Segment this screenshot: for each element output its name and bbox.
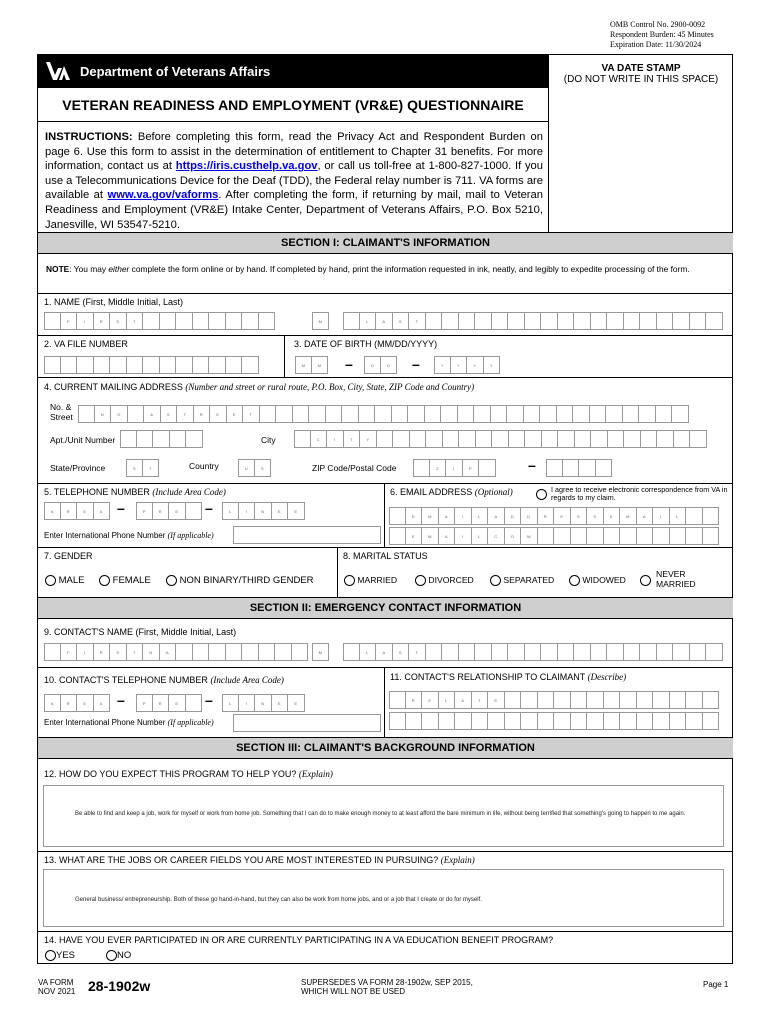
vaforms-link[interactable]: www.va.gov/vaforms: [107, 189, 219, 202]
email-label: [390, 487, 513, 497]
marital-never-radio[interactable]: [640, 575, 651, 586]
contact-phone-label-text: 10. CONTACT'S TELEPHONE NUMBER: [44, 675, 208, 685]
dash-icon: –: [117, 692, 125, 708]
va-file-field[interactable]: [44, 356, 259, 374]
city-label: City: [261, 435, 276, 445]
zip-ext-field[interactable]: [546, 459, 612, 477]
instructions-text-1: Before completing this form, read the Privacy Act and Respondent Burden on page 6. Use this form to assist in the determination of entitlement to Chapter 31 benefits. For more information, contact us at: [45, 131, 543, 173]
relationship-hint: (Describe): [587, 672, 627, 682]
contact-intl-label: [44, 718, 214, 727]
marital-separated-option[interactable]: [490, 575, 554, 586]
footer-supersedes-1: SUPERSEDES VA FORM 28-1902w, SEP 2015,: [301, 978, 473, 987]
radio-icon[interactable]: [45, 950, 56, 961]
email-consent-radio[interactable]: [536, 489, 547, 500]
omb-control: OMB Control No. 2900-0092: [610, 20, 706, 29]
divider: [384, 483, 385, 547]
address-hint: (Number and street or rural route, P.O. Box, City, State, ZIP Code and Country): [185, 382, 475, 392]
q13-answer-text: General business/ entrepreneurship. Both of these go hand-in-hand, but they can also be work from home jobs, and or a job that I create or do for myself.: [75, 897, 482, 903]
q14-no-label: NO: [117, 950, 132, 962]
email-field-row-1[interactable]: E M A I L A D D R E S S E M A I L: [389, 507, 719, 525]
divider: [38, 335, 733, 336]
middle-initial-field[interactable]: M: [312, 312, 329, 330]
country-field[interactable]: U S: [238, 459, 271, 477]
phone-label-text: 5. TELEPHONE NUMBER: [44, 487, 150, 497]
note-either: either: [108, 264, 130, 274]
note-text-b: complete the form online or by hand. If completed by hand, print the information requested in ink, neatly, and legibly to expedite processing of the form.: [129, 264, 690, 274]
relationship-field-row-1[interactable]: R E L A T E: [389, 691, 719, 709]
marital-never-label: NEVER MARRIED: [656, 569, 696, 589]
gender-male-option[interactable]: [45, 575, 85, 586]
relationship-field-row-2[interactable]: [389, 712, 719, 730]
instructions: [45, 130, 543, 232]
radio-icon[interactable]: [415, 575, 426, 586]
state-field[interactable]: S T: [126, 459, 159, 477]
q14-label: 14. HAVE YOU EVER PARTICIPATED IN OR ARE CURRENTLY PARTICIPATING IN A VA EDUCATION BENEFIT PROGRAM?: [44, 935, 554, 945]
dash-icon: –: [117, 500, 125, 516]
marital-married-label: MARRIED: [357, 575, 398, 585]
radio-icon[interactable]: [490, 575, 501, 586]
apt-label: Apt./Unit Number: [50, 435, 116, 445]
first-name-field[interactable]: F I R S T: [44, 312, 275, 330]
dob-day-field[interactable]: D D: [364, 356, 397, 374]
phone-label: [44, 487, 226, 497]
street-field[interactable]: N O & S T R E E T: [78, 405, 689, 423]
contact-last-name-field[interactable]: L A S T: [343, 643, 723, 661]
marital-divorced-option[interactable]: [415, 575, 474, 586]
radio-icon[interactable]: [45, 575, 56, 586]
dob-month-field[interactable]: M M: [295, 356, 328, 374]
iris-link[interactable]: https://iris.custhelp.va.gov: [175, 160, 318, 173]
q14-yes-option[interactable]: [45, 950, 75, 961]
marital-widowed-label: WIDOWED: [582, 575, 626, 585]
va-logo-icon: [44, 60, 72, 82]
email-label-text: 6. EMAIL ADDRESS: [390, 487, 473, 497]
stamp-note: (DO NOT WRITE IN THIS SPACE): [563, 74, 719, 85]
footer-supersedes: [301, 978, 473, 996]
city-field[interactable]: C I T Y: [294, 430, 707, 448]
contact-phone-area-field[interactable]: A R E A: [44, 694, 110, 712]
footer-form-number: 28-1902w: [88, 978, 151, 994]
divider: [38, 547, 733, 548]
dash-icon: –: [528, 457, 536, 473]
date-stamp-area: [548, 55, 733, 235]
contact-phone-hint: (Include Area Code): [210, 675, 284, 685]
divider: [38, 931, 733, 932]
q13-text: 13. WHAT ARE THE JOBS OR CAREER FIELDS YOU ARE MOST INTERESTED IN PURSUING?: [44, 855, 439, 865]
instructions-text-2: , or call us toll-free at 1-800-827-1000. If you use a Telecommunications Device for the Deaf (TDD), the Federal relay number is 711. VA forms are available at: [45, 160, 543, 202]
instructions-lead: INSTRUCTIONS:: [45, 131, 133, 143]
dash-icon: –: [412, 356, 420, 372]
q12-hint: (Explain): [298, 769, 333, 779]
name-label: 1. NAME (First, Middle Initial, Last): [44, 297, 184, 307]
q14-no-option[interactable]: [106, 950, 131, 961]
dash-icon: –: [205, 500, 213, 516]
gender-nonbinary-label: NON BINARY/THIRD GENDER: [179, 575, 314, 587]
email-consent-text: I agree to receive electronic correspondence from VA in regards to my claim.: [551, 485, 728, 502]
contact-middle-initial-field[interactable]: M: [312, 643, 329, 661]
relationship-label: [390, 672, 626, 682]
note-text-a: : You may: [69, 264, 109, 274]
last-name-field[interactable]: L A S T: [343, 312, 723, 330]
divider: [38, 483, 733, 484]
radio-icon[interactable]: [166, 575, 177, 586]
contact-phone-prefix-field[interactable]: P R E: [136, 694, 202, 712]
q12-answer-field[interactable]: [43, 785, 724, 847]
email-field-row-2[interactable]: E M A I L C O M: [389, 527, 719, 545]
radio-icon[interactable]: [344, 575, 355, 586]
relationship-label-text: 11. CONTACT'S RELATIONSHIP TO CLAIMANT: [390, 672, 586, 682]
q12-label: [44, 769, 333, 779]
marital-divorced-label: DIVORCED: [428, 575, 474, 585]
dob-year-field[interactable]: Y Y Y Y: [434, 356, 500, 374]
q12-answer-text: Be able to find and keep a job, work for myself or work from home job. Something that I can do to make enough money to at least afford the bare minimum in life, without being terrified that something's going to happen to me again.: [75, 811, 686, 817]
radio-icon[interactable]: [569, 575, 580, 586]
divider: [38, 851, 733, 852]
phone-hint: (Include Area Code): [152, 487, 226, 497]
contact-phone-line-field[interactable]: L I N E E: [222, 694, 305, 712]
q13-label: [44, 855, 475, 865]
email-hint: (Optional): [474, 487, 513, 497]
marital-widowed-option[interactable]: [569, 575, 626, 586]
state-label: State/Province: [50, 463, 106, 473]
contact-intl-hint: (If applicable): [167, 718, 214, 727]
divider: [337, 547, 338, 597]
respondent-burden: Respondent Burden: 45 Minutes: [610, 30, 714, 39]
contact-first-name-field[interactable]: F I R S T N A: [44, 643, 308, 661]
dash-icon: –: [205, 692, 213, 708]
marital-label: 8. MARITAL STATUS: [343, 551, 428, 561]
zip-field[interactable]: Z I P: [413, 459, 496, 477]
divider: [38, 293, 733, 294]
street-label: No. & Street: [50, 402, 73, 422]
omb-info: [610, 20, 714, 50]
section-2-header: SECTION II: EMERGENCY CONTACT INFORMATION: [38, 597, 733, 619]
instructions-text-3: . After completing the form, if returning by mail, mail to Veteran Readiness and Employment (VR&E) Intake Center, Department of Veterans Affairs, P.O. Box 5210, Janesville, WI 53547-5210.: [45, 189, 543, 231]
intl-phone-label-text: Enter International Phone Number: [44, 531, 166, 540]
gender-label: 7. GENDER: [44, 551, 93, 561]
marital-married-option[interactable]: [344, 575, 397, 586]
phone-prefix-field[interactable]: P R E: [136, 502, 202, 520]
va-file-label: 2. VA FILE NUMBER: [44, 339, 128, 349]
dob-label: 3. DATE OF BIRTH (MM/DD/YYYY): [294, 339, 438, 349]
marital-separated-label: SEPARATED: [503, 575, 555, 585]
header-bar: [38, 55, 548, 87]
intl-phone-field[interactable]: [233, 526, 381, 544]
country-label: Country: [189, 461, 219, 471]
address-label-text: 4. CURRENT MAILING ADDRESS: [44, 382, 183, 392]
radio-icon[interactable]: [99, 575, 110, 586]
address-label: [44, 382, 474, 392]
footer-supersedes-2: WHICH WILL NOT BE USED: [301, 987, 406, 996]
contact-intl-label-text: Enter International Phone Number: [44, 718, 166, 727]
q13-hint: (Explain): [440, 855, 475, 865]
divider: [384, 667, 385, 737]
footer-date: NOV 2021: [38, 987, 76, 996]
q14-yes-label: YES: [56, 950, 76, 962]
section-1-header: SECTION I: CLAIMANT'S INFORMATION: [38, 232, 733, 254]
expiration-date: Expiration Date: 11/30/2024: [610, 40, 702, 49]
footer-form-label: [38, 978, 75, 996]
phone-line-field[interactable]: L I N E E: [222, 502, 305, 520]
gender-female-label: FEMALE: [112, 575, 151, 587]
footer-va-form: VA FORM: [38, 978, 74, 987]
radio-icon[interactable]: [106, 950, 117, 961]
footer-page: Page 1: [703, 980, 729, 989]
apt-field[interactable]: [120, 430, 203, 448]
form-title: VETERAN READINESS AND EMPLOYMENT (VR&E) QUESTIONNAIRE: [38, 87, 548, 122]
intl-phone-hint: (If applicable): [167, 531, 214, 540]
q13-answer-field[interactable]: [43, 869, 724, 927]
contact-intl-field[interactable]: [233, 714, 381, 732]
department-name: Department of Veterans Affairs: [80, 64, 271, 79]
q12-text: 12. HOW DO YOU EXPECT THIS PROGRAM TO HELP YOU?: [44, 769, 297, 779]
divider: [38, 667, 733, 668]
gender-nonbinary-option[interactable]: [166, 575, 314, 586]
zip-label: ZIP Code/Postal Code: [312, 463, 397, 473]
section-1-note: [46, 264, 726, 275]
gender-male-label: MALE: [58, 575, 85, 587]
gender-female-option[interactable]: [99, 575, 151, 586]
contact-name-label: 9. CONTACT'S NAME (First, Middle Initial, Last): [44, 627, 237, 637]
section-3-header: SECTION III: CLAIMANT'S BACKGROUND INFORMATION: [38, 737, 733, 759]
stamp-title: VA DATE STAMP: [601, 63, 681, 74]
divider: [38, 377, 733, 378]
note-lead: NOTE: [46, 264, 70, 274]
dash-icon: –: [345, 356, 353, 372]
phone-area-field[interactable]: A R E A: [44, 502, 110, 520]
contact-phone-label: [44, 675, 284, 685]
divider: [284, 335, 285, 377]
intl-phone-label: [44, 531, 214, 540]
